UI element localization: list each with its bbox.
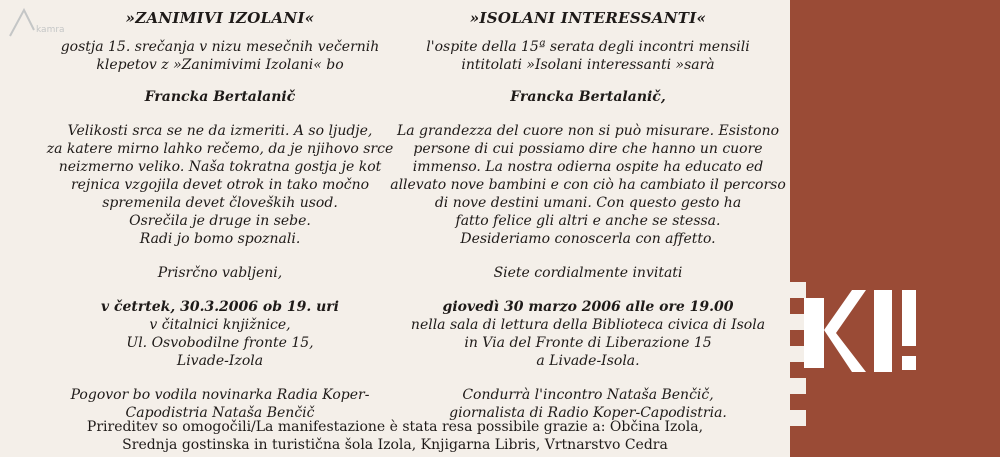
slovene-moderator-line: Capodistria Nataša Benčič	[125, 405, 315, 421]
italian-paragraph-line: La grandezza del cuore non si può misurare. Esistono	[396, 123, 780, 139]
slovene-venue-line: v čitalnici knjižnice,	[149, 317, 291, 333]
italian-paragraph-line: fatto felice gli altri e anche se stessa.	[455, 213, 721, 229]
brand-panel	[790, 0, 1000, 457]
slovene-paragraph-line: Velikosti srca se ne da izmeriti. A so ljudje,	[67, 123, 373, 139]
slovene-intro-line: gostja 15. srečanja v nizu mesečnih večernih	[60, 39, 380, 55]
slovene-intro-line: klepetov z »Zanimivimi Izolani« bo	[96, 57, 344, 73]
slovene-invite: Prisrčno vabljeni,	[157, 265, 283, 281]
italian-intro-line: intitolati »Isolani interessanti »sarà	[461, 57, 715, 73]
slovene-paragraph-line: za katere mirno lahko rečemo, da je njihovo srce	[46, 141, 394, 157]
sponsors-footer	[0, 418, 790, 454]
slovene-guest-name: Francka Bertalanič	[144, 89, 296, 105]
footer-line: Srednja gostinska in turistična šola Izola, Knjigarna Libris, Vrtnarstvo Cedra	[122, 437, 668, 453]
italian-paragraph-line: di nove destini umani. Con questo gesto ha	[434, 195, 742, 211]
watermark-text: kamra	[36, 25, 65, 35]
italian-paragraph-line: persone di cui possiamo dire che hanno un cuore	[413, 141, 763, 157]
slovene-title: »ZANIMIVI IZOLANI«	[125, 9, 315, 27]
slovene-paragraph-line: Osrečila je druge in sebe.	[129, 213, 311, 229]
italian-intro-line: l'ospite della 15ª serata degli incontri mensili	[426, 39, 750, 55]
slovene-moderator-line: Pogovor bo vodila novinarka Radia Koper-	[70, 387, 370, 403]
italian-guest-name: Francka Bertalanič,	[510, 89, 666, 105]
slovene-paragraph-line: rejnica vzgojila devet otrok in tako močno	[70, 177, 370, 193]
slovene-date: v četrtek, 30.3.2006 ob 19. uri	[100, 299, 340, 315]
slovene-paragraph-line: spremenila devet človeških usod.	[102, 195, 338, 211]
slovene-venue-line: Ul. Osvobodilne fronte 15,	[126, 335, 314, 351]
slovene-column	[40, 8, 400, 422]
italian-venue-line: a Livade-Isola.	[536, 353, 640, 369]
italian-paragraph-line: immenso. La nostra odierna ospite ha educato ed	[412, 159, 764, 175]
italian-venue-line: in Via del Fronte di Liberazione 15	[464, 335, 712, 351]
italian-moderator-line: Condurrà l'incontro Nataša Benčič,	[462, 387, 714, 403]
slovene-paragraph-line: neizmerno veliko. Naša tokratna gostja je kot	[58, 159, 382, 175]
italian-invite: Siete cordialmente invitati	[493, 265, 683, 281]
italian-venue-line: nella sala di lettura della Biblioteca civica di Isola	[410, 317, 766, 333]
italian-date: giovedì 30 marzo 2006 alle ore 19.00	[442, 299, 734, 315]
footer-line: Prireditev so omogočili/La manifestazione è stata resa possibile grazie a: Občina Izola,	[86, 419, 704, 435]
italian-moderator-line: giornalista di Radio Koper-Capodistria.	[449, 405, 727, 421]
italian-title: »ISOLANI INTERESSANTI«	[469, 9, 707, 27]
italian-paragraph-line: allevato nove bambini e con ciò ha cambiato il percorso	[390, 177, 786, 193]
italian-paragraph-line: Desideriamo conoscerla con affetto.	[460, 231, 716, 247]
ki-logo-icon	[790, 0, 1000, 457]
italian-column	[378, 8, 798, 422]
slovene-paragraph-line: Radi jo bomo spoznali.	[139, 231, 301, 247]
slovene-venue-line: Livade-Izola	[176, 353, 264, 369]
